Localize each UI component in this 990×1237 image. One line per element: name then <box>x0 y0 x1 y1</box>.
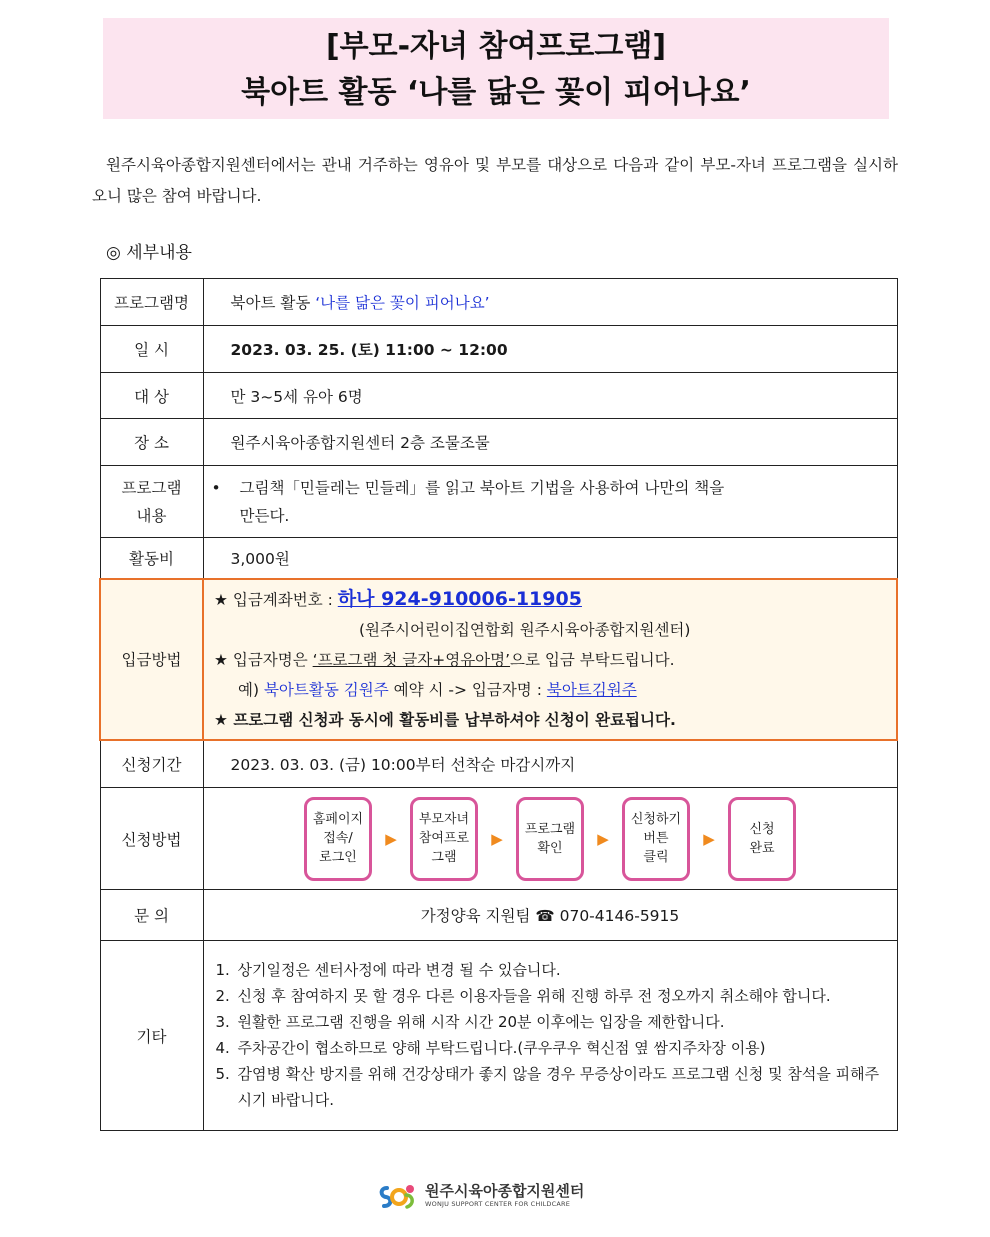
payment-notice: 프로그램 신청과 동시에 활동비를 납부하셔야 신청이 완료됩니다. <box>233 710 676 729</box>
label-content <box>100 466 203 538</box>
list-item <box>216 983 887 1009</box>
application-steps <box>204 797 897 881</box>
item-number: 2. <box>215 986 230 1005</box>
title-line-1: [부모-자녀 참여프로그램] <box>325 29 667 64</box>
star-icon: ★ <box>214 710 228 729</box>
step-text: 완료 <box>749 840 775 856</box>
payment-example-line <box>214 675 896 705</box>
depositor-prefix: 입금자명은 <box>232 650 313 669</box>
value-method <box>203 788 897 890</box>
step-text: 접속/ <box>323 831 353 846</box>
value-datetime: 2023. 03. 25. (토) 11:00 ~ 12:00 <box>203 326 897 373</box>
step-text: 신청 <box>749 821 775 837</box>
account-prefix: 입금계좌번호 : <box>232 590 338 609</box>
example-prefix: 예) <box>238 680 264 699</box>
payment-account-line <box>214 584 896 615</box>
row-payment <box>100 579 897 740</box>
label-target: 대 상 <box>100 373 203 419</box>
section-heading: ◎ 세부내용 <box>106 243 192 263</box>
center-logo-icon <box>377 1180 419 1210</box>
label-method: 신청방법 <box>100 788 203 890</box>
value-contact: 가정양육 지원팀 ☎ 070-4146-5915 <box>203 890 897 941</box>
item-text: 원활한 프로그램 진행을 위해 시작 시간 20분 이후에는 입장을 제한합니다. <box>237 1012 725 1031</box>
label-fee: 활동비 <box>100 538 203 579</box>
value-program-name <box>203 279 897 326</box>
label-program-name: 프로그램명 <box>100 279 203 326</box>
arrow-right-icon: ▶ <box>385 829 397 848</box>
example-mid: 예약 시 -> 입금자명 : <box>388 680 547 699</box>
item-text: 신청 후 참여하지 못 할 경우 다른 이용자들을 위해 진행 하루 전 정오까지 취소해야 합니다. <box>237 986 831 1005</box>
label-payment: 입금방법 <box>100 579 203 740</box>
title-banner <box>103 18 889 119</box>
label-content-line-1: 프로그램 <box>121 478 182 497</box>
row-method <box>100 788 897 890</box>
arrow-right-icon: ▶ <box>597 829 609 848</box>
label-period: 신청기간 <box>100 740 203 788</box>
step-click-apply <box>622 797 690 881</box>
item-number: 1. <box>215 960 230 979</box>
step-text: 부모자녀 <box>418 812 470 827</box>
item-number: 5. <box>215 1064 230 1083</box>
list-item <box>216 957 887 983</box>
arrow-right-icon: ▶ <box>491 829 503 848</box>
step-complete <box>728 797 796 881</box>
item-text: 상기일정은 센터사정에 따라 변경 될 수 있습니다. <box>237 960 561 979</box>
logo-subtitle: WONJU SUPPORT CENTER FOR CHILDCARE <box>425 1200 571 1208</box>
step-check-program <box>516 797 584 881</box>
label-place: 장 소 <box>100 419 203 466</box>
list-item <box>216 1035 887 1061</box>
list-item <box>216 1009 887 1035</box>
value-content <box>203 466 897 538</box>
step-text: 홈페이지 <box>312 812 364 827</box>
account-number: 하나 924-910006-11905 <box>337 587 582 610</box>
label-datetime: 일 시 <box>100 326 203 373</box>
star-icon: ★ <box>214 590 228 609</box>
label-etc: 기타 <box>100 941 203 1131</box>
step-text: 그램 <box>431 850 457 865</box>
content-line-2: 만든다. <box>239 506 290 525</box>
row-etc <box>100 941 897 1131</box>
value-place: 원주시육아종합지원센터 2층 조물조물 <box>203 419 897 466</box>
step-text: 버튼 <box>643 831 669 846</box>
value-payment <box>203 579 897 740</box>
star-icon: ★ <box>214 650 228 669</box>
step-login <box>304 797 372 881</box>
row-datetime <box>100 326 897 373</box>
program-name-prefix: 북아트 활동 <box>230 294 316 312</box>
step-text: 참여프로 <box>418 831 470 846</box>
value-period: 2023. 03. 03. (금) 10:00부터 선착순 마감시까지 <box>203 740 897 788</box>
intro-paragraph: 원주시육아종합지원센터에서는 관내 거주하는 영유아 및 부모를 대상으로 다음과 같이 부모-자녀 프로그램을 실시하오니 많은 참여 바랍니다. <box>92 156 898 205</box>
arrow-right-icon: ▶ <box>703 829 715 848</box>
row-program-name <box>100 279 897 326</box>
step-text: 클릭 <box>643 850 669 865</box>
step-parent-child-program <box>410 797 478 881</box>
value-etc <box>203 941 897 1131</box>
row-fee <box>100 538 897 579</box>
item-text: 주차공간이 협소하므로 양해 부탁드립니다.(쿠우쿠우 혁신점 옆 쌈지주차장 이용) <box>237 1038 766 1057</box>
example-name: 북아트김원주 <box>546 680 637 699</box>
item-number: 4. <box>215 1038 230 1057</box>
payment-depositor-line <box>214 645 896 675</box>
depositor-suffix: 으로 입금 부탁드립니다. <box>510 650 675 669</box>
item-text: 감염병 확산 방지를 위해 건강상태가 좋지 않을 경우 무증상이라도 프로그램 신청 및 참석을 피해주시기 바랍니다. <box>237 1064 880 1109</box>
row-target <box>100 373 897 419</box>
row-content <box>100 466 897 538</box>
center-logo <box>377 1180 584 1210</box>
row-period <box>100 740 897 788</box>
label-contact: 문 의 <box>100 890 203 941</box>
program-name-highlight: ‘나를 닮은 꽃이 피어나요’ <box>315 294 490 312</box>
value-target: 만 3~5세 유아 6명 <box>203 373 897 419</box>
title-line-2: 북아트 활동 ‘나를 닮은 꽃이 피어나요’ <box>241 75 751 110</box>
item-number: 3. <box>215 1012 230 1031</box>
payment-notice-line <box>214 705 896 735</box>
details-table <box>99 278 898 1131</box>
row-place <box>100 419 897 466</box>
step-text: 확인 <box>537 840 563 856</box>
step-text: 프로그램 <box>524 821 576 837</box>
content-bullet: • <box>211 478 221 497</box>
account-holder: (원주시어린이집연합회 원주시육아종합지원센터) <box>359 620 691 639</box>
list-item <box>216 1061 887 1113</box>
step-text: 로그인 <box>319 850 357 865</box>
logo-name: 원주시육아종합지원센터 <box>425 1182 585 1200</box>
content-line-1: 그림책「민들레는 민들레」를 읽고 북아트 기법을 사용하여 나만의 책을 <box>239 478 725 497</box>
row-contact <box>100 890 897 941</box>
value-fee: 3,000원 <box>203 538 897 579</box>
step-text: 신청하기 <box>630 812 682 827</box>
example-booking: 북아트활동 김원주 <box>263 680 389 699</box>
label-content-line-2: 내용 <box>136 506 167 525</box>
depositor-rule: ‘프로그램 첫 글자+영유아명’ <box>312 650 511 669</box>
